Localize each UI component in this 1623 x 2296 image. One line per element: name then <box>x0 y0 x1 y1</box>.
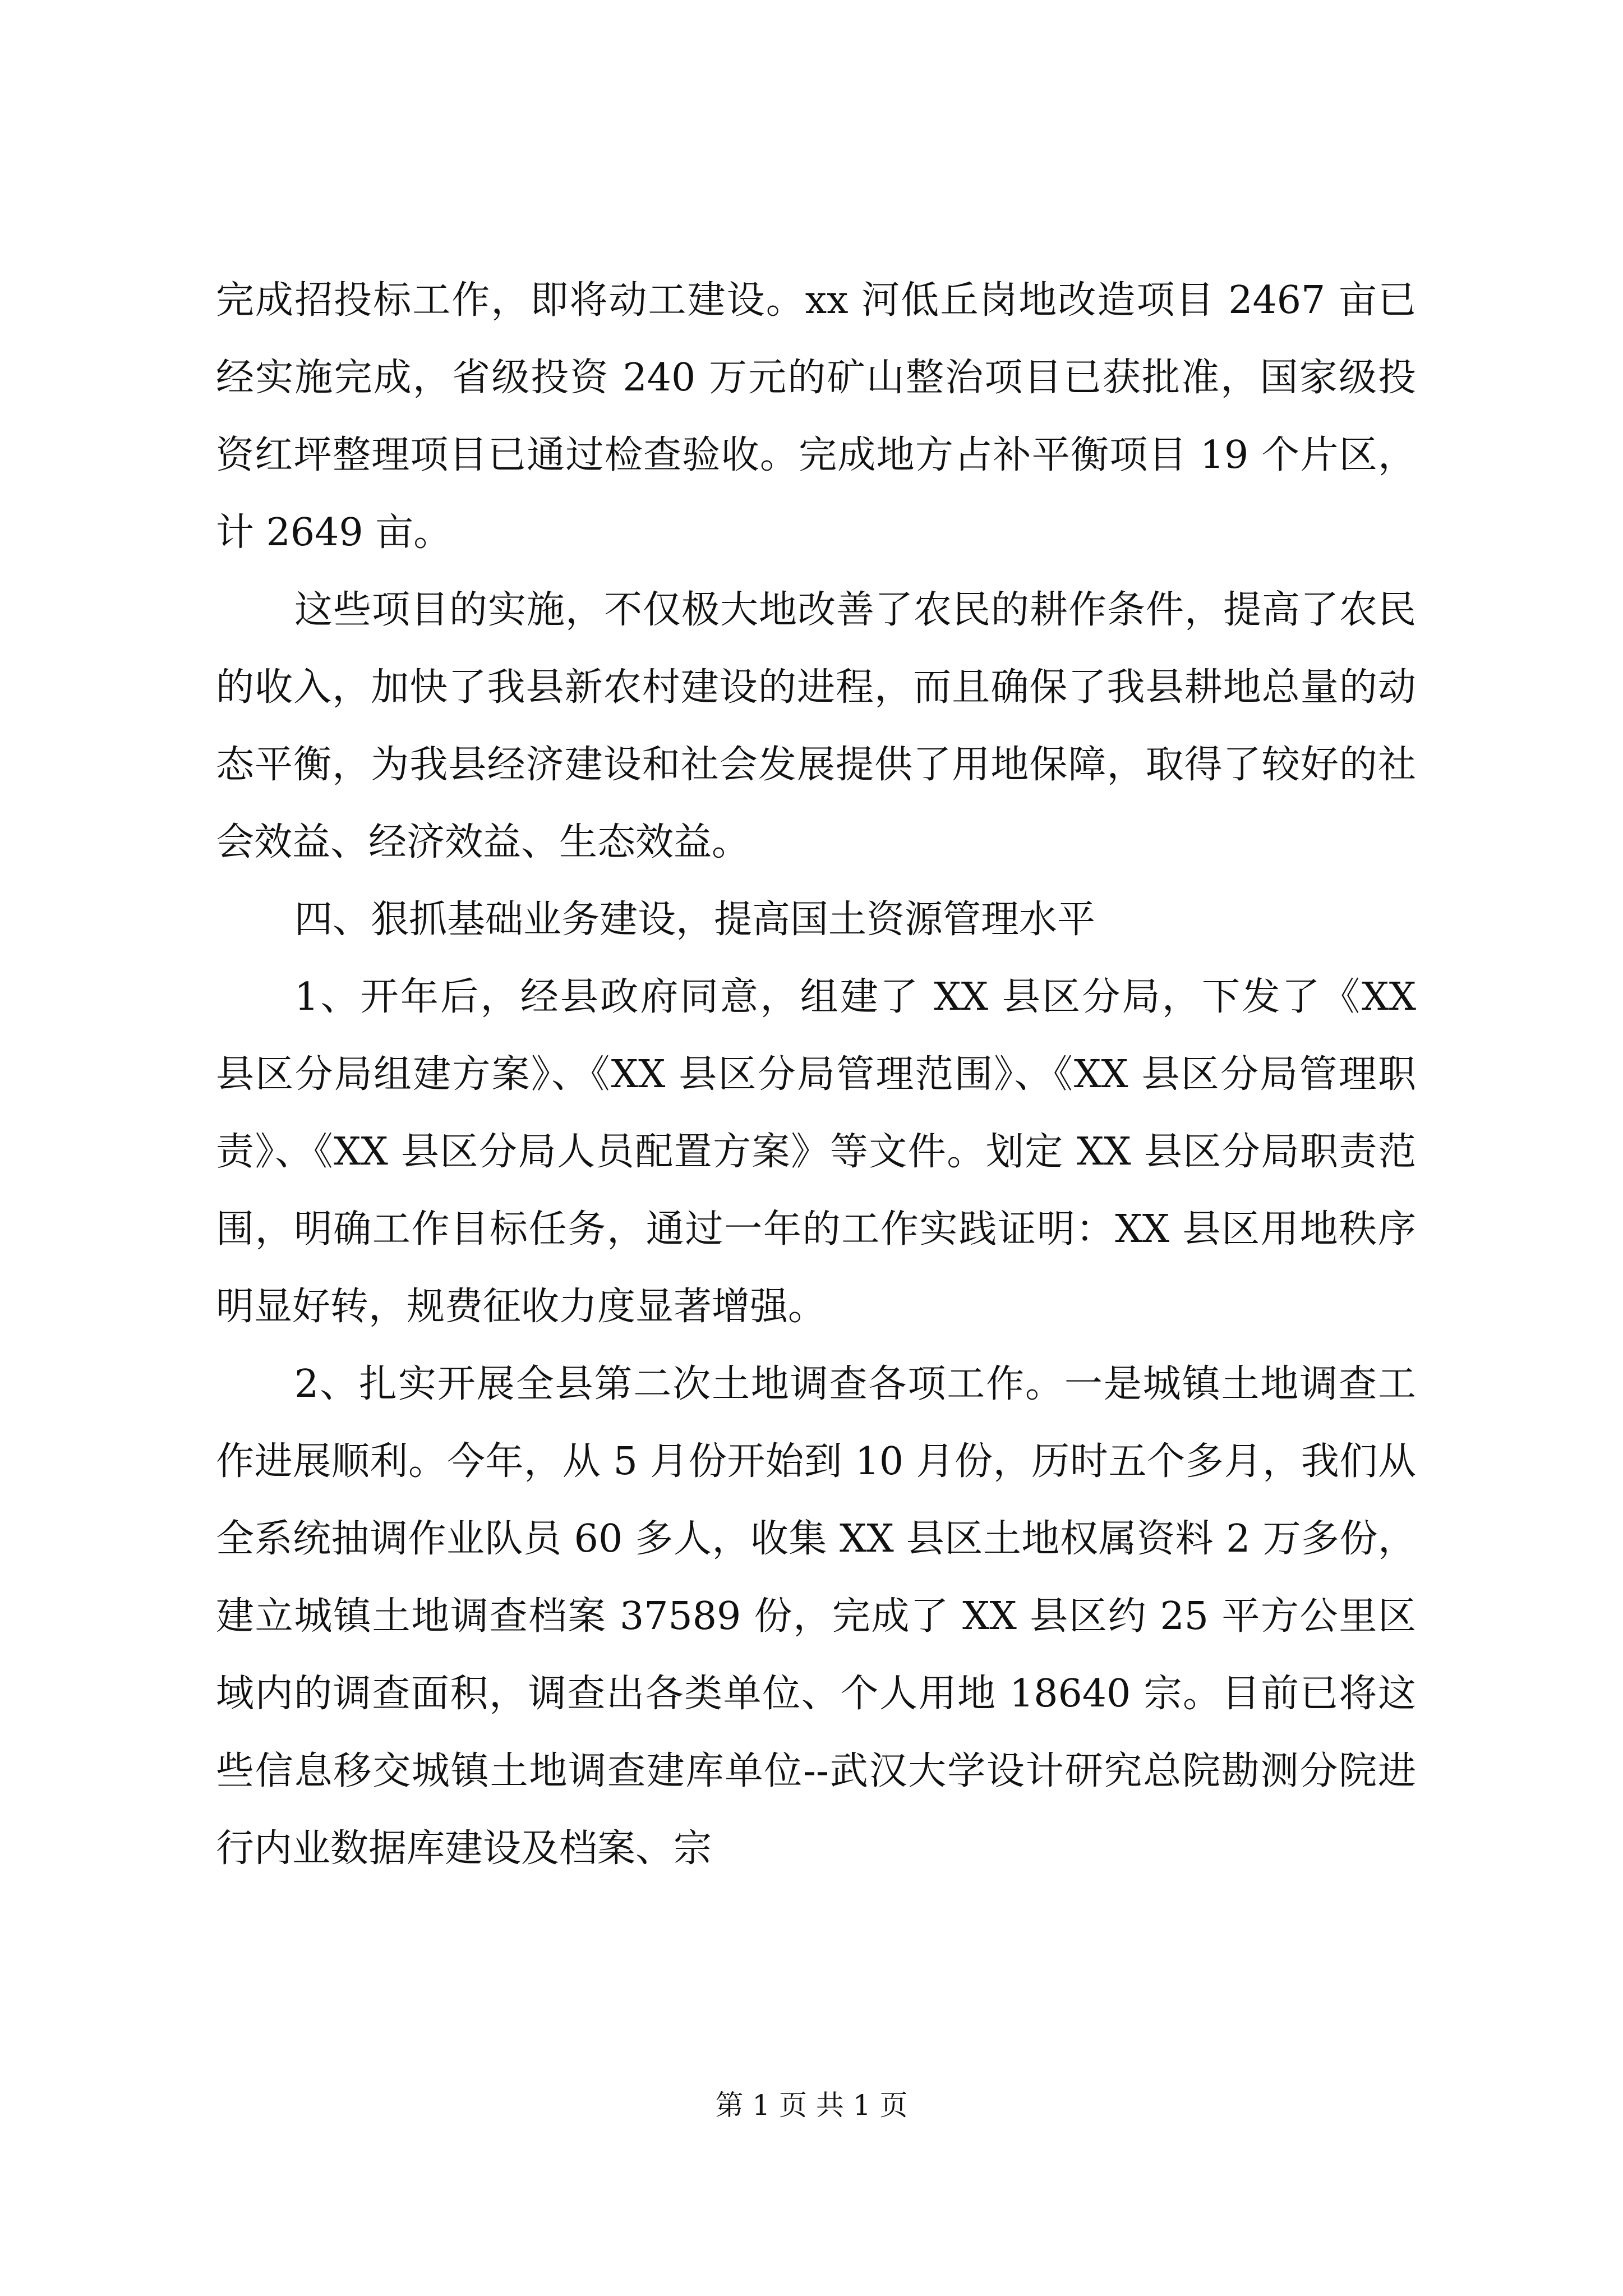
paragraph-3: 1、开年后，经县政府同意，组建了 XX 县区分局，下发了《XX 县区分局组建方案》、《XX 县区分局管理范围》、《XX 县区分局管理职责》、《XX 县区分局人员配置方案》等文件。划定 XX 县区分局职责范围，明确工作目标任务，通过一年的工作实践证明：XX 县区用地秩序明显好转，规费征收力度显著增强。 <box>216 975 1416 1329</box>
page-footer: 第 1 页 共 1 页 <box>715 2089 908 2122</box>
paragraph-2: 这些项目的实施，不仅极大地改善了农民的耕作条件，提高了农民的收入，加快了我县新农村建设的进程，而且确保了我县耕地总量的动态平衡，为我县经济建设和社会发展提供了用地保障，取得了较好的社会效益、经济效益、生态效益。 <box>216 588 1416 864</box>
document-body <box>216 262 1416 1888</box>
paragraph-1: 完成招投标工作，即将动工建设。xx 河低丘岗地改造项目 2467 亩已经实施完成，省级投资 240 万元的矿山整治项目已获批准，国家级投资红坪整理项目已通过检查验收。完成地方占补平衡项目 19 个片区，计 2649 亩。 <box>216 278 1416 555</box>
paragraph-4: 2、扎实开展全县第二次土地调查各项工作。一是城镇土地调查工作进展顺利。今年，从 5 月份开始到 10 月份，历时五个多月，我们从全系统抽调作业队员 60 多人，收集 XX 县区土地权属资料 2 万多份，建立城镇土地调查档案 37589 份，完成了 XX 县区约 25 平方公里区域内的调查面积，调查出各类单位、个人用地 18640 宗。目前已将这些信息移交城镇土地调查建库单位--武汉大学设计研究总院勘测分院进行内业数据库建设及档案、宗 <box>216 1362 1416 1871</box>
section-heading: 四、狠抓基础业务建设，提高国土资源管理水平 <box>294 898 1096 942</box>
